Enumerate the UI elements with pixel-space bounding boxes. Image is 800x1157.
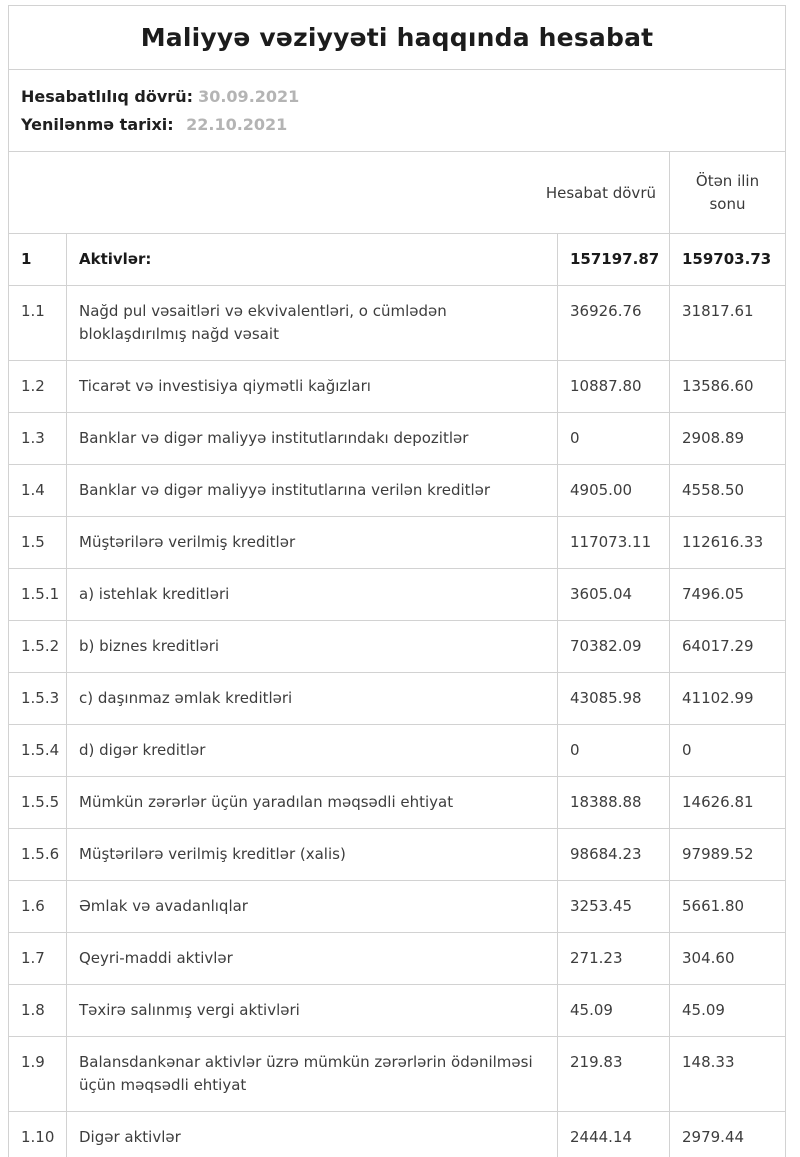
row-name: d) digər kreditlər — [66, 725, 557, 776]
row-previous-value: 5661.80 — [669, 881, 785, 932]
row-current-value: 157197.87 — [557, 234, 669, 285]
report-header — [9, 6, 785, 70]
row-current-value: 271.23 — [557, 933, 669, 984]
reporting-period-line — [21, 83, 773, 111]
row-number: 1.2 — [21, 377, 45, 395]
row-previous-value: 13586.60 — [669, 361, 785, 412]
row-number: 1.5.4 — [21, 741, 60, 759]
table-row — [9, 673, 785, 725]
row-current-value: 219.83 — [557, 1037, 669, 1111]
row-name: Müştərilərə verilmiş kreditlər — [66, 517, 557, 568]
row-number: 1.5 — [21, 533, 45, 551]
row-name: Qeyri-maddi aktivlər — [66, 933, 557, 984]
row-previous-value: 41102.99 — [669, 673, 785, 724]
row-previous-value: 2908.89 — [669, 413, 785, 464]
row-current-value: 36926.76 — [557, 286, 669, 360]
row-previous-value: 7496.05 — [669, 569, 785, 620]
row-number: 1 — [21, 250, 32, 268]
updated-date-value: 22.10.2021 — [186, 114, 288, 134]
row-current-value: 0 — [557, 725, 669, 776]
table-row — [9, 829, 785, 881]
row-current-value: 117073.11 — [557, 517, 669, 568]
row-number: 1.1 — [21, 302, 45, 320]
reporting-period-label: Hesabatlılıq dövrü: — [21, 86, 193, 106]
row-previous-value: 45.09 — [669, 985, 785, 1036]
row-current-value: 2444.14 — [557, 1112, 669, 1157]
row-previous-value: 31817.61 — [669, 286, 785, 360]
row-current-value: 43085.98 — [557, 673, 669, 724]
row-current-value: 45.09 — [557, 985, 669, 1036]
row-previous-value: 64017.29 — [669, 621, 785, 672]
reporting-period-value: 30.09.2021 — [198, 86, 300, 106]
row-name: a) istehlak kreditləri — [66, 569, 557, 620]
row-name: b) biznes kreditləri — [66, 621, 557, 672]
updated-date-label: Yenilənmə tarixi: — [21, 114, 174, 134]
row-current-value: 70382.09 — [557, 621, 669, 672]
row-number: 1.5.2 — [21, 637, 60, 655]
table-row — [9, 621, 785, 673]
table-row — [9, 725, 785, 777]
row-previous-value: 14626.81 — [669, 777, 785, 828]
row-previous-value: 159703.73 — [669, 234, 785, 285]
row-name: Banklar və digər maliyyə institutlarındakı depozitlər — [66, 413, 557, 464]
table-row — [9, 933, 785, 985]
row-name: Əmlak və avadanlıqlar — [66, 881, 557, 932]
row-number: 1.5.3 — [21, 689, 60, 707]
row-current-value: 3605.04 — [557, 569, 669, 620]
row-name: Balansdankənar aktivlər üzrə mümkün zərərlərin ödənilməsi üçün məqsədli ehtiyat — [66, 1037, 557, 1111]
table-row — [9, 1112, 785, 1157]
row-previous-value: 97989.52 — [669, 829, 785, 880]
row-number: 1.5.1 — [21, 585, 60, 603]
table-header-row — [9, 152, 785, 234]
table-row — [9, 465, 785, 517]
row-number: 1.7 — [21, 949, 45, 967]
row-name: Müştərilərə verilmiş kreditlər (xalis) — [66, 829, 557, 880]
report-meta — [9, 70, 785, 152]
row-current-value: 3253.45 — [557, 881, 669, 932]
row-name: Digər aktivlər — [66, 1112, 557, 1157]
row-current-value: 0 — [557, 413, 669, 464]
row-name: Ticarət və investisiya qiymətli kağızları — [66, 361, 557, 412]
row-name: c) daşınmaz əmlak kreditləri — [66, 673, 557, 724]
column-header-current-period: Hesabat dövrü — [545, 183, 656, 202]
row-previous-value: 112616.33 — [669, 517, 785, 568]
row-name: Təxirə salınmış vergi aktivləri — [66, 985, 557, 1036]
row-current-value: 98684.23 — [557, 829, 669, 880]
row-number: 1.5.6 — [21, 845, 60, 863]
table-row — [9, 985, 785, 1037]
row-number: 1.5.5 — [21, 793, 60, 811]
table-row — [9, 1037, 785, 1112]
updated-date-line — [21, 111, 773, 139]
row-name: Mümkün zərərlər üçün yaradılan məqsədli ehtiyat — [66, 777, 557, 828]
table-row — [9, 881, 785, 933]
table-row — [9, 777, 785, 829]
row-number: 1.8 — [21, 1001, 45, 1019]
row-name: Aktivlər: — [66, 234, 557, 285]
table-row — [9, 286, 785, 361]
table-row — [9, 517, 785, 569]
row-name: Nağd pul vəsaitləri və ekvivalentləri, o cümlədən bloklaşdırılmış nağd vəsait — [66, 286, 557, 360]
row-number: 1.10 — [21, 1128, 55, 1146]
row-previous-value: 4558.50 — [669, 465, 785, 516]
row-number: 1.9 — [21, 1053, 45, 1071]
table-row — [9, 361, 785, 413]
column-header-previous-year-end: Ötən ilin sonu — [669, 152, 785, 233]
row-name: Banklar və digər maliyyə institutlarına verilən kreditlər — [66, 465, 557, 516]
row-previous-value: 2979.44 — [669, 1112, 785, 1157]
row-number: 1.6 — [21, 897, 45, 915]
table-row — [9, 413, 785, 465]
row-previous-value: 148.33 — [669, 1037, 785, 1111]
page-title: Maliyyə vəziyyəti haqqında hesabat — [140, 23, 654, 52]
row-previous-value: 0 — [669, 725, 785, 776]
row-current-value: 18388.88 — [557, 777, 669, 828]
row-number: 1.3 — [21, 429, 45, 447]
table-row — [9, 569, 785, 621]
row-current-value: 10887.80 — [557, 361, 669, 412]
financial-report — [8, 5, 786, 1157]
row-number: 1.4 — [21, 481, 45, 499]
row-previous-value: 304.60 — [669, 933, 785, 984]
table-row — [9, 234, 785, 286]
row-current-value: 4905.00 — [557, 465, 669, 516]
